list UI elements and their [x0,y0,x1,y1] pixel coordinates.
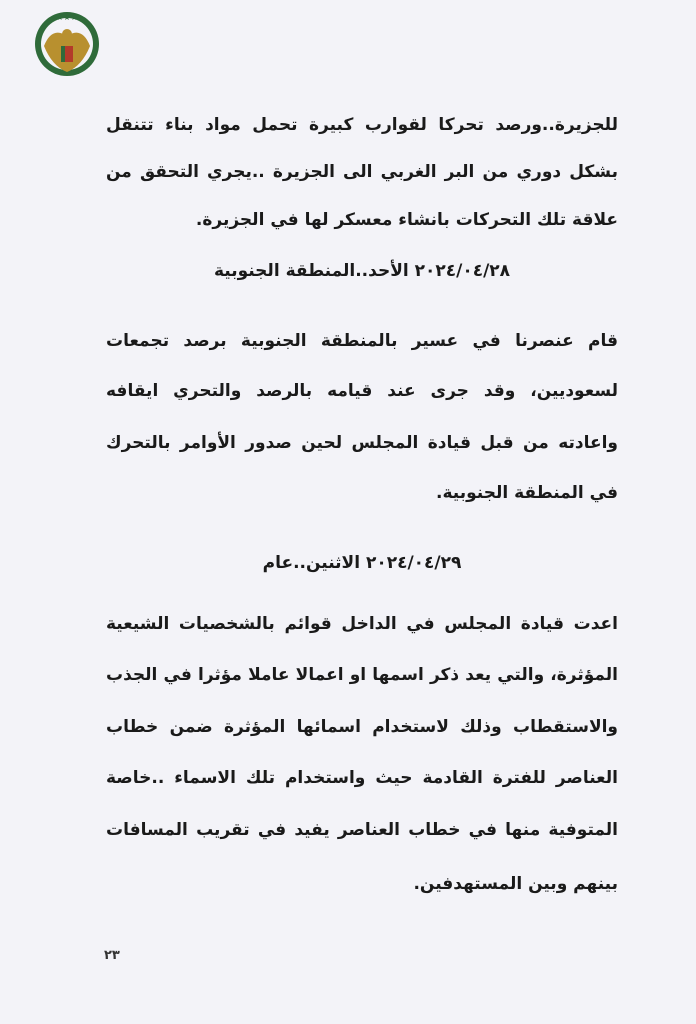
paragraph-line: واعادته من قبل قيادة المجلس لحين صدور الأوامر بالتحرك [106,433,618,453]
paragraph-line: والاستقطاب وذلك لاستخدام اسمائها المؤثرة ضمن خطاب [106,717,618,737]
paragraph-line: العناصر للفترة القادمة حيث واستخدام تلك الاسماء ..خاصة [106,768,618,788]
paragraph-line: في المنطقة الجنوبية. [436,483,618,503]
svg-text:★★★: ★★★ [56,13,78,22]
paragraph-line: اعدت قيادة المجلس في الداخل قوائم بالشخصيات الشيعية [106,614,618,634]
paragraph-line: علاقة تلك التحركات بانشاء معسكر لها في الجزيرة. [195,210,618,230]
emblem-logo [32,6,102,86]
paragraph-line: للجزيرة..ورصد تحركا لقوارب كبيرة تحمل مواد بناء تتنقل [106,115,618,135]
paragraph-line: المتوفية منها في خطاب العناصر يفيد في تقريب المسافات [106,820,618,840]
date-heading: ٢٠٢٤/٠٤/٢٩ الاثنين..عام [262,553,462,573]
paragraph-line: بشكل دوري من البر الغربي الى الجزيرة ..يجري التحقق من [106,162,618,182]
paragraph-line: المؤثرة، والتي يعد ذكر اسمها او اعمالا عاملا مؤثرا في الجذب [106,665,618,685]
paragraph-line: لسعوديين، وقد جرى عند قيامه بالرصد والتحري ايقافه [106,381,618,401]
page-number: ٢٣ [104,948,120,963]
paragraph-line: قام عنصرنا في عسير بالمنطقة الجنوبية برصد تجمعات [106,331,618,351]
paragraph-line: بينهم وبين المستهدفين. [413,874,618,894]
date-heading: ٢٠٢٤/٠٤/٢٨ الأحد..المنطقة الجنوبية [213,261,511,281]
